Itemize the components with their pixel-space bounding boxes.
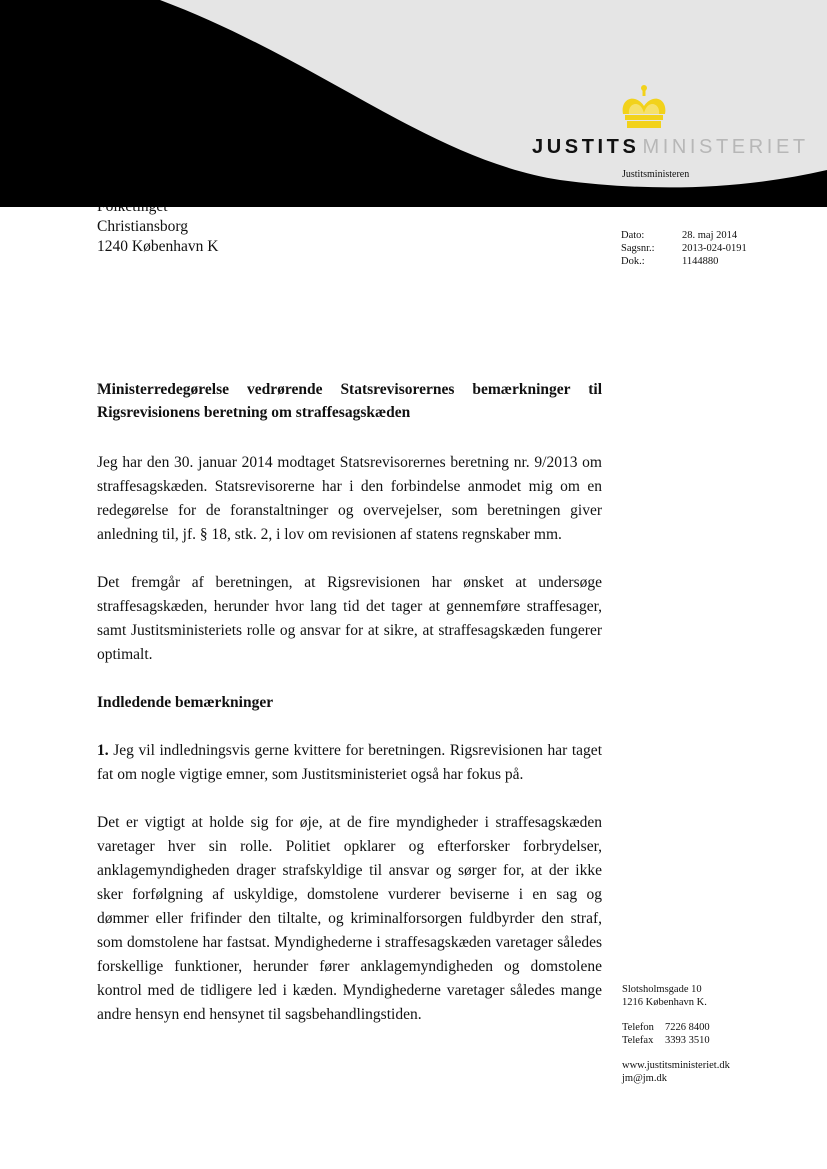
letterhead-wave: [0, 0, 827, 207]
sender-address: [622, 983, 730, 1085]
street: Slotsholmsgade 10: [622, 984, 702, 995]
paragraph-3: [97, 739, 602, 787]
paragraph-1: Jeg har den 30. januar 2014 modtaget Statsrevisorernes beretning nr. 9/2013 om straffesagskæden. Statsrevisorerne har i den forbindelse anmodet mig om en redegørelse for de foranstaltninger og overvejelser, som beretningen giver anledning til, jf. § 18, stk. 2, i lov om revisionen af statens regnskaber mm.: [97, 454, 602, 543]
recipient-line-3: 1240 København K: [97, 238, 219, 255]
email-link[interactable]: jm@jm.dk: [622, 1073, 667, 1084]
section-heading: Indledende bemærkninger: [97, 694, 274, 711]
document-title: Ministerredegørelse vedrørende Statsrevisorernes bemærkninger til Rigsrevisionens beretning om straffesagskæden: [97, 381, 602, 421]
logo-subtitle: Justitsministeren: [622, 169, 690, 180]
crown-icon: [617, 84, 671, 130]
paragraph-number: 1.: [97, 742, 109, 759]
paragraph-4: Det er vigtigt at holde sig for øje, at de fire myndigheder i straffesagskæden varetager hver sin rolle. Politiet opklarer og efterforsker forbrydelser, anklagemyndigheden drager strafskyldige til ansvar og sørger for, at der ikke sker forfølgning af uskyldige, domstolene vurderer beviserne i en sag og dømmer eller frifinder den tiltalte, og kriminalforsorgen fuldbyrder den straf, som domstolene har fastsat. Myndighederne i straffesagskæden varetager således forskellige funktioner, herunder fører anklagemyndigheden og domstolene kontrol med de tidligere led i kæden. Myndighederne varetager således mange andre hensyn end hensynet til sagsbehandlingstiden.: [97, 814, 602, 1023]
document-number-value: 1144880: [682, 256, 719, 267]
paragraph-3-text: Jeg vil indledningsvis gerne kvittere for beretningen. Rigsrevisionen har taget fat om nogle vigtige emner, som Justitsministeriet også har fokus på.: [97, 742, 602, 783]
phone-label: Telefon: [622, 1022, 654, 1033]
logo-bold-text: JUSTITS: [532, 136, 640, 158]
recipient-line-2: Christiansborg: [97, 218, 188, 235]
case-number-label: Sagsnr.:: [621, 243, 655, 254]
document-body: [97, 451, 602, 1051]
date-label: Dato:: [621, 230, 645, 241]
fax-label: Telefax: [622, 1035, 654, 1046]
phone-value: 7226 8400: [665, 1022, 710, 1033]
ministry-logo: [532, 136, 809, 159]
document-number-label: Dok.:: [621, 256, 645, 267]
document-meta: [621, 229, 747, 268]
paragraph-2: Det fremgår af beretningen, at Rigsrevisionen har ønsket at undersøge straffesagskæden, herunder hvor lang tid det tager at gennemføre straffesager, samt Justitsministeriets rolle og ansvar for at sikre, at straffesagskæden fungerer optimalt.: [97, 574, 602, 663]
fax-value: 3393 3510: [665, 1035, 710, 1046]
date-value: 28. maj 2014: [682, 230, 738, 241]
logo-light-text: MINISTERIET: [642, 136, 809, 158]
website-link[interactable]: www.justitsministeriet.dk: [622, 1060, 730, 1071]
city: 1216 København K.: [622, 997, 707, 1008]
case-number-value: 2013-024-0191: [682, 243, 747, 254]
